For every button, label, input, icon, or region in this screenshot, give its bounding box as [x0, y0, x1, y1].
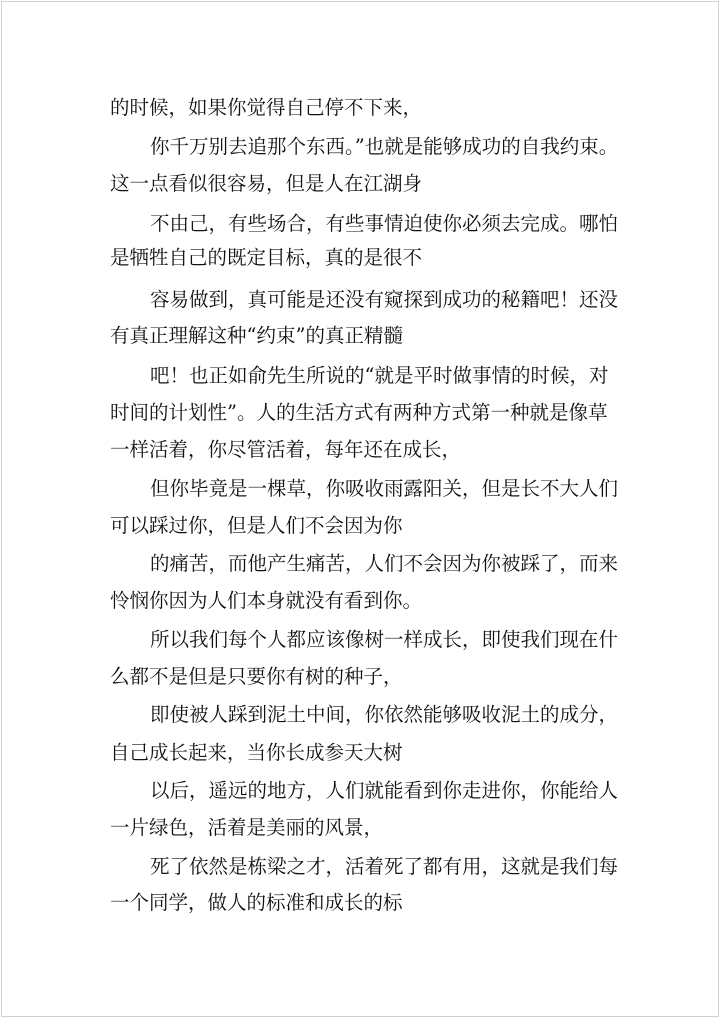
text-line: 死了依然是栋梁之才，活着死了都有用，这就是我们每 — [150, 855, 619, 878]
text-line: 有真正理解这种“约束”的真正精髓 — [110, 324, 403, 347]
text-line: 一片绿色，活着是美丽的风景， — [110, 816, 384, 839]
text-line: 么都不是但是只要你有树的种子， — [110, 665, 403, 688]
text-line: 可以踩过你，但是人们不会因为你 — [110, 514, 403, 537]
text-line: 是牺牲自己的既定目标，真的是很不 — [110, 246, 423, 269]
text-line: 但你毕竟是一棵草，你吸收雨露阳关，但是长不大人们 — [150, 477, 619, 500]
document-page — [1, 1, 719, 1017]
text-line: 即使被人踩到泥土中间，你依然能够吸收泥土的成分， — [150, 703, 619, 726]
text-line: 的痛苦，而他产生痛苦，人们不会因为你被踩了，而来 — [150, 552, 619, 575]
text-line: 所以我们每个人都应该像树一样成长，即使我们现在什 — [150, 628, 619, 651]
text-line: 这一点看似很容易，但是人在江湖身 — [110, 172, 423, 195]
text-line: 一个同学，做人的标准和成长的标 — [110, 891, 403, 914]
text-line: 吧！也正如俞先生所说的“就是平时做事情的时候，对 — [150, 364, 609, 387]
text-line: 容易做到，真可能是还没有窥探到成功的秘籍吧！还没 — [150, 288, 619, 311]
text-line: 怜悯你因为人们本身就没有看到你。 — [110, 589, 423, 612]
text-line: 以后，遥远的地方，人们就能看到你走进你，你能给人 — [150, 779, 619, 802]
text-line: 自己成长起来，当你长成参天大树 — [110, 741, 403, 764]
text-line: 你千万别去追那个东西。”也就是能够成功的自我约束。 — [150, 135, 619, 158]
text-line: 的时候，如果你觉得自己停不下来， — [110, 96, 423, 119]
text-line: 一样活着，你尽管活着，每年还在成长， — [110, 438, 462, 461]
text-line: 时间的计划性”。人的生活方式有两种方式第一种就是像草 — [110, 401, 608, 424]
text-line: 不由己，有些场合，有些事情迫使你必须去完成。哪怕 — [150, 212, 619, 235]
